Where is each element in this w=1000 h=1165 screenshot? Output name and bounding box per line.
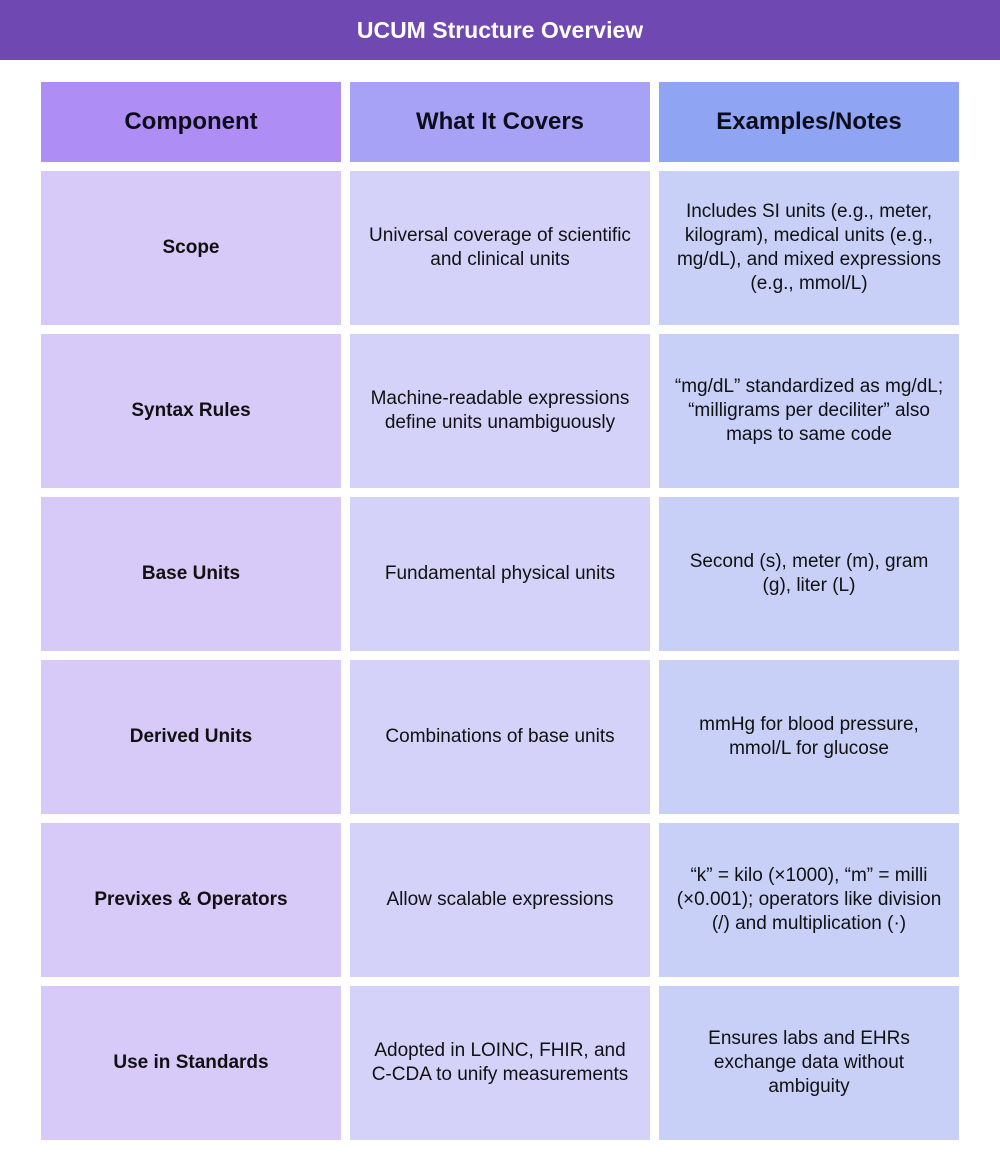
table-row-component: Previxes & Operators: [41, 823, 341, 977]
table-row-notes: Ensures labs and EHRs exchange data without ambiguity: [659, 986, 959, 1140]
page-title: UCUM Structure Overview: [0, 0, 1000, 60]
table-row-component: Scope: [41, 171, 341, 325]
table-row-component: Syntax Rules: [41, 334, 341, 488]
column-header-notes: Examples/Notes: [659, 82, 959, 162]
table-row-notes: Includes SI units (e.g., meter, kilogram), medical units (e.g., mg/dL), and mixed expressions (e.g., mmol/L): [659, 171, 959, 325]
column-header-component: Component: [41, 82, 341, 162]
table-row-covers: Combinations of base units: [350, 660, 650, 814]
table-row-notes: “mg/dL” standardized as mg/dL; “milligrams per deciliter” also maps to same code: [659, 334, 959, 488]
table-row-notes: mmHg for blood pressure, mmol/L for glucose: [659, 660, 959, 814]
table-row-component: Derived Units: [41, 660, 341, 814]
table-row-covers: Machine-readable expressions define units unambiguously: [350, 334, 650, 488]
ucum-table: [41, 82, 959, 1140]
column-header-covers: What It Covers: [350, 82, 650, 162]
table-row-component: Base Units: [41, 497, 341, 651]
table-row-covers: Adopted in LOINC, FHIR, and C-CDA to unify measurements: [350, 986, 650, 1140]
table-row-component: Use in Standards: [41, 986, 341, 1140]
table-row-notes: Second (s), meter (m), gram (g), liter (L): [659, 497, 959, 651]
table-row-covers: Fundamental physical units: [350, 497, 650, 651]
table-row-notes: “k” = kilo (×1000), “m” = milli (×0.001); operators like division (/) and multiplication (·): [659, 823, 959, 977]
table-row-covers: Universal coverage of scientific and clinical units: [350, 171, 650, 325]
table-row-covers: Allow scalable expressions: [350, 823, 650, 977]
